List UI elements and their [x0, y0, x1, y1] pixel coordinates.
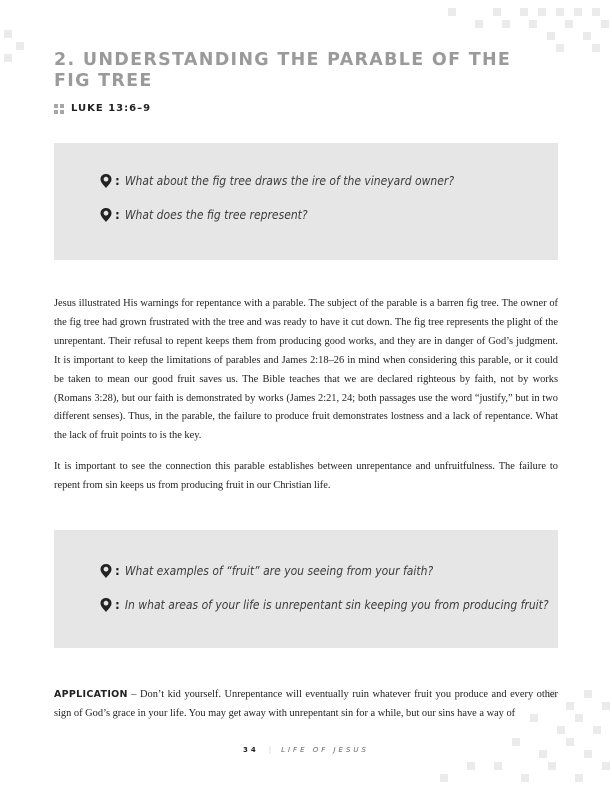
question-marker: :: [115, 598, 120, 612]
location-pin-icon: [99, 173, 113, 189]
page-footer: [0, 746, 612, 754]
question-text: What examples of “fruit” are you seeing from your faith?: [124, 564, 434, 578]
body-paragraph: It is important to see the connection this parable establishes between unrepentance and unfruitfulness. The failure to repent from sin keeps us from producing fruit in our Christian life.: [54, 461, 558, 491]
page-number: 34: [242, 746, 259, 754]
application-text: Don’t kid yourself. Unrepentance will eventually ruin whatever fruit you produce and every other sign of God’s grace in your life. You may get away with unrepentant sin for a while, but our sins have a way of: [54, 689, 559, 719]
question-item: [99, 173, 454, 189]
question-text: What about the fig tree draws the ire of the vineyard owner?: [124, 174, 455, 188]
question-item: [99, 207, 308, 223]
section-title: 2. UNDERSTANDING THE PARABLE OF THE FIG TREE: [54, 50, 512, 91]
question-text: What does the fig tree represent?: [124, 208, 308, 222]
question-text: In what areas of your life is unrepentant sin keeping you from producing fruit?: [124, 598, 549, 612]
application-label: APPLICATION: [54, 689, 128, 700]
question-marker: :: [115, 564, 120, 578]
scripture-reference: [54, 103, 151, 114]
location-pin-icon: [99, 563, 113, 579]
question-box-1: [54, 143, 558, 260]
question-marker: :: [115, 174, 120, 188]
question-item: [99, 563, 433, 579]
location-pin-icon: [99, 207, 113, 223]
book-title: LIFE OF JESUS: [281, 746, 369, 754]
application-dash: –: [127, 689, 141, 700]
question-item: [99, 597, 549, 613]
scripture-reference-text: LUKE 13:6–9: [71, 103, 152, 114]
footer-separator: |: [268, 746, 272, 754]
grid-bullet-icon: [54, 104, 64, 114]
location-pin-icon: [99, 597, 113, 613]
application-paragraph: [54, 686, 558, 724]
body-paragraph: Jesus illustrated His warnings for repentance with a parable. The subject of the parable is a barren fig tree. The owner of the fig tree had grown frustrated with the tree and was ready to have it cut down. The fig tree represents the plight of the unrepentant. Their refusal to repent keeps them from producing good works, and they are in danger of God’s judgment. It is important to keep the limitations of parables and James 2:18–26 in mind when considering this parable, or it could be taken to mean our good fruit saves us. The Bible teaches that we are declared righteous by faith, not by works (Romans 3:28), but our faith is demonstrated by works (James 2:21, 24; both passages use the word “justify,” but in two different senses). Thus, in the parable, the failure to produce fruit demonstrates lostness and a lack of repentance. What the lack of fruit points to is the key.: [54, 298, 558, 442]
question-box-2: [54, 530, 558, 648]
question-marker: :: [115, 208, 120, 222]
